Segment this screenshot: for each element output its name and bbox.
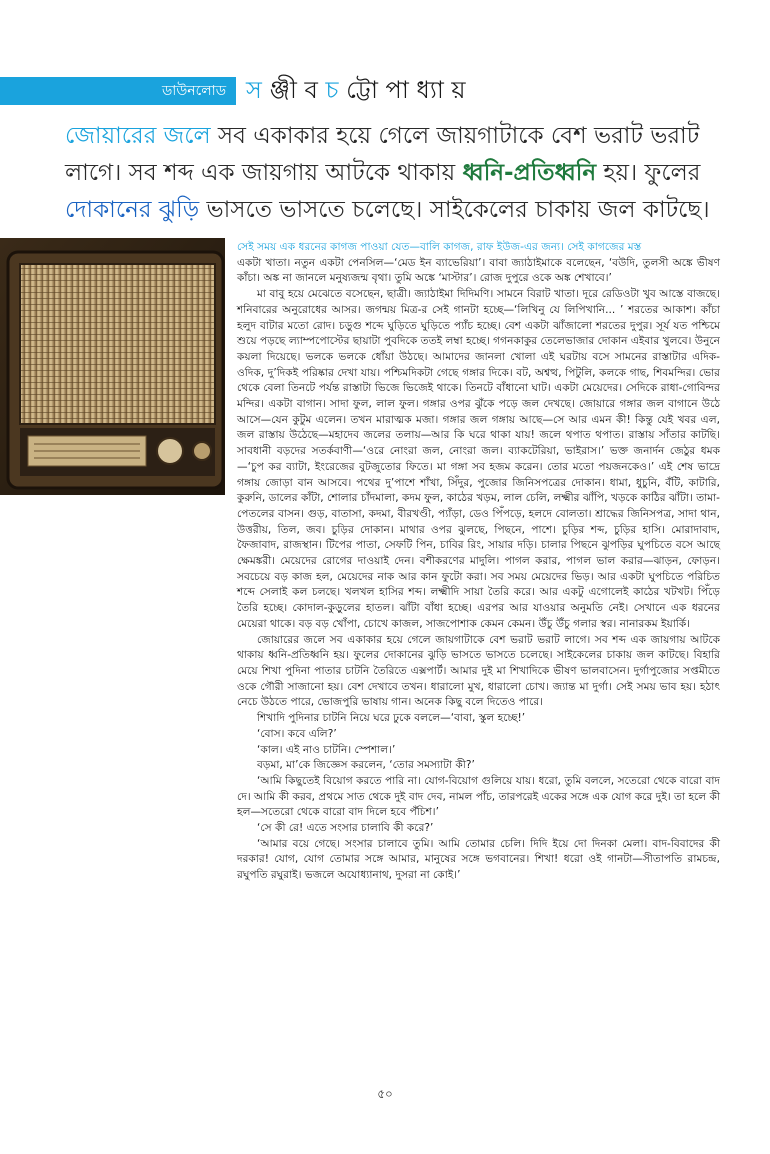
pull-quote-highlight-3: দোকানের ঝুড়ি — [65, 197, 200, 223]
pull-quote-text-2: হয়। ফুলের — [596, 160, 701, 186]
article-paragraph: ‘সে কী রে! এতে সংসার চালাবি কী করে?’ — [257, 822, 434, 835]
author-last-rest: ট্টো পা ধ্যা য় — [346, 76, 466, 104]
article-paragraph: মা বাবু হয়ে মেঝেতে বসেছেন, ছাত্রী। জ্যাঠাইমা দিদিমণি। সামনে বিরাট খাতা। দূরে রেডিওটা খুব আস্তে বাজছে। শনিবারের অনুরোধের আসর। জগন্ময় মিত্র-র সেই গানটা হচ্ছে—‘লিখিনু যে লিপিখানি... ’ শরতের আকাশ। কাঁচা হলুদ বাটার মতো রোদ। চড়ুগু শব্দে ঘুড়িতে ঘুড়িতে প্যাঁচ হচ্ছে। বেশ একটা ঝাঁজালো শরতের দুপুর। সূর্য যত পশ্চিমে শুয়ে পড়ছে ল্যাম্পপোস্টের ছায়াটা পুবদিকে ততই লম্বা হচ্ছে। গগনকাকুর তেলেভাজার দোকান এইবার খুলবে। উনুনে কয়লা দিয়েছে। ভলকে ভলকে ধোঁয়া উঠছে। আমাদের জানলা খোলা এই ঘরটায় বসে সামনের রাস্তাটার এদিক-ওদিক, দু’দিকই পরিষ্কার দেখা যায়। পশ্চিমদিকটা গেছে গঙ্গার দিকে। বট, অশ্বত্থ, পিটুলি, কলকে গাছ, শিবমন্দির। ভোর থেকে বেলা তিনটে পর্যন্ত রাস্তাটা ভিজে ভিজেই থাকে। তিনটে বাঁধানো ঘাট। একটা মেয়েদের। সেদিকে রাধা-গোবিন্দর মন্দির। একটা বাগান। সাদা ফুল, লাল ফুল। গঙ্গার ওপর ঝুঁকে পড়ে জল দেখছে। জোয়ারে গঙ্গার জল বাগানে উঠে আসে—যেন কুটুম এলেন। তখন মারাত্মক মজা। গঙ্গার জল গঙ্গায় আছে—সে আর এমন কী! কিন্তু যেই খবর এল, জল রাস্তায় উঠেছে—মহাদেব জলের তলায়—আর কি ঘরে থাকা যায়! জলে থপাত থপাত। রাস্তায় সাঁতার কাটছি। সাবধানী বড়দের সতর্কবাণী—‘ওরে নোংরা জল, নোংরা জল। ব্যাকটেরিয়া, ভাইরাস।’ ভক্ত জনার্দন জেঠুর ধমক—‘চুপ কর ব্যাটা, ইংরেজের বুটজুতোর ফিতে। মা গঙ্গা সব হজম করেন। তোর মতো পয়জনকেও।’ এই শেষ ভাদ্রে গঙ্গায় জোড়া বান আসবে। পথের দু’পাশে শাঁখা, সিঁদুর, পুজোর জিনিসপত্রের দোকান। ধামা, ধুচুনি, বঁটি, কাটারি, কুরুনি, ডালের কাঁটা, শোলার চাঁদমালা, কদম ফুল, কাঠের খড়ম, লাল চেলি, লক্ষ্মীর ঝাঁপি, খড়কে কাঠির ঝাঁটা। তামা-পেতলের বাসন। গুড়, বাতাসা, কদমা, বীরখণ্ডী, প্যাঁড়া, ডেও পিঁপড়ে, হলদে বোলতা। শ্রাদ্ধের জিনিসপত্র, সাদা থান, উত্তরীয়, তিল, জব। চুড়ির দোকান। মাথার ওপর ঝুলছে, পিছনে, পাশে। চুড়ির শব্দ, চুড়ির হাসি। মোরাদাবাদ, ফৈজাবাদ, রাজস্থান। টিপের পাতা, সেফটি পিন, চাবির রিং, সায়ার দড়ি। চালার পিছনে ঝুপড়ির ঘুপচিতে বসে আছে ক্ষেমঙ্করী। মেয়েদের রোগের দাওয়াই দেন। বশীকরণের মাদুলি। পাগল করার, পাগল ভাল করার—ঝাড়ন, ফোড়ন। সবচেয়ে বড় কাজ হল, মেয়েদের নাক আর কান ফুটো করা। সব সময় মেয়েদের ভিড়। আর একটা ঘুপচিতে পরিচিত শব্দে সেলাই কল চলছে। খলখল হাসির শব্দ। লক্ষ্মীদি সায়া তৈরি করে। আর একটু এগোলেই কাঠের খটখট। পিঁড়ে তৈরি হচ্ছে। কোদাল-কুড়ুলের হাতল। ঝাঁটা বাঁধা হচ্ছে। এরপর আর যাওয়ার অনুমতি নেই। সেখানে এক ধরনের মেয়েরা থাকে। বড় বড় খোঁপা, চোখে কাজল, সাজপোশাক কেমন কেমন। উঁচু উঁচু গলার স্বর। নানারকম ইয়ার্কি। — [237, 288, 720, 630]
article-intro: সেই সময় এক ধরনের কাগজ পাওয়া যেত—বালি কাগজ, রাফ ইউজ-এর জন্য। সেই কাগজের মস্ত — [237, 241, 642, 253]
article-paragraph: ‘বোস। কবে এলি?’ — [257, 727, 337, 740]
article-paragraph: বড়মা, মা’কে জিজ্ঞেস করলেন, ‘তোর সমস্যাটা কী?’ — [257, 759, 475, 772]
pull-quote-highlight-1: জোয়ারের জলে — [65, 123, 211, 149]
pull-quote-highlight-2: ধ্বনি-প্রতিধ্বনি — [462, 160, 597, 186]
page-number: ৫০ — [377, 1087, 393, 1101]
pull-quote-text-1: সব একাকার হয়ে গেলে জায়গাটাকে বেশ ভরাট ভরাট লাগে। সব শব্দ এক জায়গায় আটকে থাকায় — [65, 123, 700, 186]
article-paragraph: জোয়ারের জলে সব একাকার হয়ে গেলে জায়গাটাকে বেশ ভরাট ভরাট লাগে। সব শব্দ এক জায়গায় আটকে থাকায় ধ্বনি-প্রতিধ্বনি হয়। ফুলের দোকানের ঝুড়ি ভাসতে ভাসতে চলেছে। সাইকেলের চাকায় জল কাটছে। বিহারি মেয়ে শিখা পুদিনা পাতার চাটনি তৈরিতে এক্সপার্ট। আমার দুই মা শিখাদিকে ভীষণ ভালবাসেন। দুর্গাপুজোর সপ্তমীতে ওকে গৌরী সাজানো হয়। বেশ দেখাবে তখন। ধারালো মুখ, ধারালো চোখ। জ্যান্ত মা দুর্গা। সেই সময় ভাব হয়। হঠাৎ নেচে উঠতে পারে, ভোজপুরি ভাষায় গান। অনেক কিছু বলে দিতেও পারে। — [237, 633, 720, 709]
article-paragraph: ‘কাল। এই নাও চাটনি। স্পেশাল।’ — [257, 743, 396, 756]
radio-photo — [0, 238, 225, 495]
article-paragraph: শিখাদি পুদিনার চাটনি নিয়ে ঘরে ঢুকে বললে—‘বাবা, স্কুল হচ্ছে!’ — [257, 712, 526, 725]
article-paragraph: ‘আমি কিছুতেই বিয়োগ করতে পারি না। যোগ-বিয়োগ গুলিয়ে যায়। ধরো, তুমি বললে, সতেরো থেকে বারো বাদ দে। আমি কী করব, প্রথমে সাত থেকে দুই বাদ দেব, নামল পাঁচ, তারপরেই একের সঙ্গে এক যোগ করে দুই। তা হলে কী হল—সতেরো থেকে বারো বাদ দিলে হবে পঁচিশ।’ — [237, 774, 720, 819]
pull-quote — [65, 118, 720, 229]
section-label: ডাউনলোড — [161, 83, 226, 99]
pull-quote-text-3: ভাসতে ভাসতে চলেছে। সাইকেলের চাকায় জল কাটছে। — [199, 197, 710, 223]
author-name — [246, 72, 466, 108]
author-first-rest: ঞ্জী ব — [269, 76, 326, 104]
article-body — [237, 240, 720, 884]
author-last-initial: চ — [325, 76, 339, 104]
radio-illustration — [0, 238, 225, 495]
article-paragraph: একটা খাতা। নতুন একটা পেনসিল—‘মেড ইন ব্যাভেরিয়া’। বাবা জ্যাঠাইমাকে বলেছেন, ‘বউদি, তুলসী অঙ্কে ভীষণ কাঁচা। অঙ্ক না জানলে মনুষ্যজন্ম বৃথা। তুমি অঙ্কে ‘মাস্টার’। রোজ দুপুরে ওকে অঙ্ক শেখাবে।’ — [237, 256, 720, 285]
author-first-initial: স — [246, 76, 262, 104]
article-paragraph: ‘আমার বয়ে গেছে। সংসার চালাবে তুমি। আমি তোমার চেলি। দিদি ইয়ে দো দিনকা মেলা। বাদ-বিবাদের কী দরকার! যোগ, যোগ তোমার সঙ্গে আমার, মানুষের সঙ্গে ভগবানের। শিখা! ধরো ওই গানটা—সীতাপতি রামচন্দ্র, রঘুপতি রঘুরাই। ভজলে অযোধ্যানাথ, দুসরা না কোই।’ — [237, 837, 720, 882]
article-text — [237, 256, 720, 884]
